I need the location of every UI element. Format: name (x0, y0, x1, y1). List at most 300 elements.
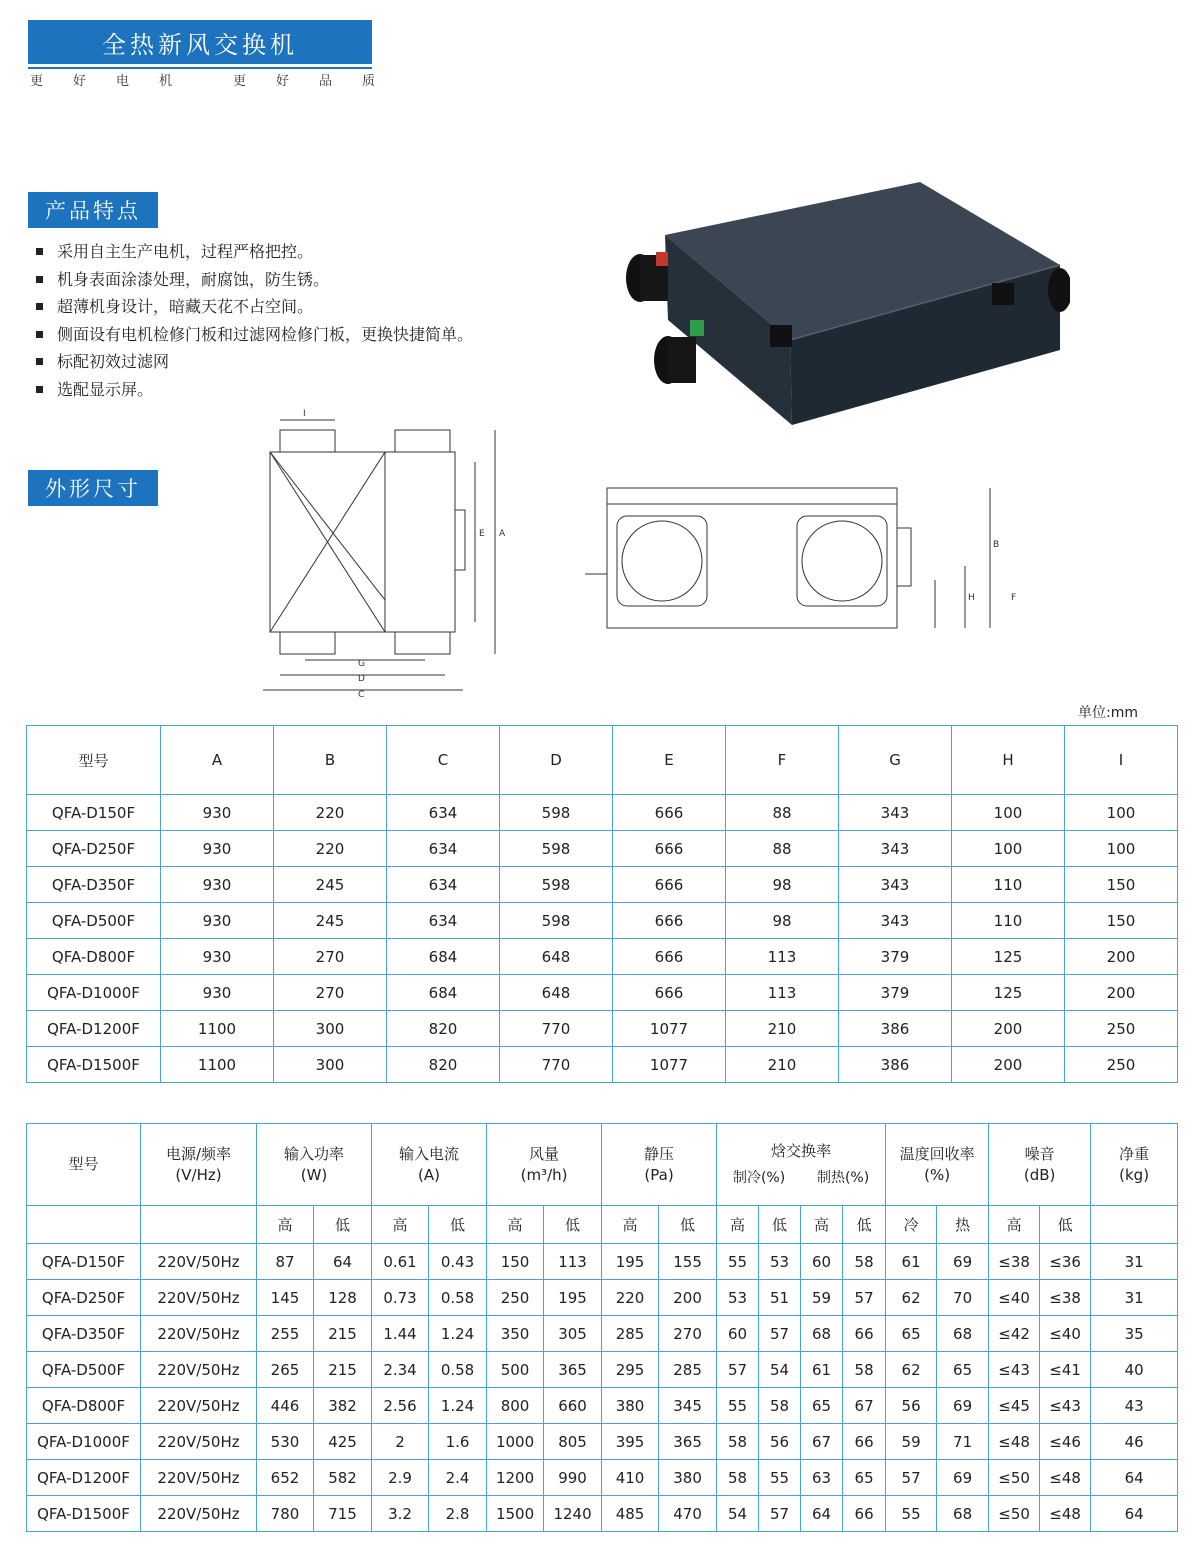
perf-subheader-cell: 低 (1040, 1206, 1091, 1244)
dimension-cell: 210 (726, 1047, 839, 1083)
table-row (27, 867, 1178, 903)
dimension-cell: 1077 (613, 1047, 726, 1083)
spec-cell: 68 (937, 1316, 989, 1352)
features-heading: 产品特点 (28, 192, 158, 228)
dimension-cell: 98 (726, 867, 839, 903)
perf-header-temp-recovery: 温度回收率 (%) (886, 1124, 989, 1206)
perf-header-weight: 净重 (kg) (1091, 1124, 1178, 1206)
perf-header-power-supply: 电源/频率 (V/Hz) (141, 1124, 257, 1206)
model-cell: QFA-D150F (27, 795, 161, 831)
spec-cell: 55 (717, 1244, 759, 1280)
dims-header-cell: C (387, 726, 500, 795)
spec-cell: ≤43 (989, 1352, 1040, 1388)
dimension-cell: 379 (839, 939, 952, 975)
dim-label-a: A (499, 529, 505, 539)
feature-item (36, 266, 473, 294)
table-row (27, 975, 1178, 1011)
spec-cell: 51 (759, 1280, 801, 1316)
spec-cell: 67 (843, 1388, 886, 1424)
dimension-cell: 820 (387, 1011, 500, 1047)
dimension-cell: 666 (613, 831, 726, 867)
dimension-cell: 598 (500, 795, 613, 831)
spec-cell: 57 (759, 1316, 801, 1352)
spec-cell: 40 (1091, 1352, 1178, 1388)
spec-cell: 54 (759, 1352, 801, 1388)
spec-cell: 365 (659, 1424, 717, 1460)
dimension-cell: 113 (726, 939, 839, 975)
spec-cell: 425 (314, 1424, 372, 1460)
dims-header-cell: F (726, 726, 839, 795)
spec-cell: 0.73 (372, 1280, 429, 1316)
perf-header-enthalpy (717, 1124, 886, 1206)
dimension-cell: 770 (500, 1011, 613, 1047)
dimension-cell: 98 (726, 903, 839, 939)
spec-cell: 250 (487, 1280, 544, 1316)
dimension-cell: 100 (1065, 831, 1178, 867)
perf-subheader-cell: 低 (544, 1206, 602, 1244)
spec-cell: 87 (257, 1244, 314, 1280)
spec-cell: 55 (759, 1460, 801, 1496)
model-cell: QFA-D1500F (27, 1047, 161, 1083)
spec-cell: 0.43 (429, 1244, 487, 1280)
dimension-cell: 113 (726, 975, 839, 1011)
spec-cell: 65 (843, 1460, 886, 1496)
perf-subheader-cell: 低 (429, 1206, 487, 1244)
spec-cell: 2 (372, 1424, 429, 1460)
spec-cell: 0.58 (429, 1352, 487, 1388)
model-cell: QFA-D800F (27, 1388, 141, 1424)
dimension-cell: 930 (161, 939, 274, 975)
enthalpy-heat-label: 制热(%) (816, 1169, 870, 1186)
spec-cell: 56 (886, 1388, 937, 1424)
spec-cell: 2.56 (372, 1388, 429, 1424)
dims-header-cell: B (274, 726, 387, 795)
spec-cell: 43 (1091, 1388, 1178, 1424)
dimension-cell: 343 (839, 831, 952, 867)
spec-cell: 57 (886, 1460, 937, 1496)
spec-cell: 220 (602, 1280, 659, 1316)
dimension-cell: 930 (161, 795, 274, 831)
dim-label-d: D (358, 674, 365, 684)
dimension-cell: 270 (274, 939, 387, 975)
spec-cell: 63 (801, 1460, 843, 1496)
spec-cell: 65 (886, 1316, 937, 1352)
spec-cell: 2.9 (372, 1460, 429, 1496)
table-row (27, 1244, 1178, 1280)
dimension-cell: 110 (952, 867, 1065, 903)
table-row (27, 903, 1178, 939)
spec-cell: 305 (544, 1316, 602, 1352)
perf-header-noise: 噪音 (dB) (989, 1124, 1091, 1206)
slogan-right: 更好品质 (233, 74, 406, 89)
feature-text: 超薄机身设计，暗藏天花不占空间。 (57, 297, 314, 316)
dimension-cell: 598 (500, 831, 613, 867)
dims-header-cell: A (161, 726, 274, 795)
top-view-drawing (255, 400, 505, 705)
bullet-icon (36, 358, 43, 365)
table-row (27, 1424, 1178, 1460)
perf-subheader-cell: 冷 (886, 1206, 937, 1244)
model-cell: QFA-D350F (27, 867, 161, 903)
spec-cell: ≤45 (989, 1388, 1040, 1424)
dimension-cell: 386 (839, 1047, 952, 1083)
dimension-cell: 930 (161, 903, 274, 939)
dimension-cell: 210 (726, 1011, 839, 1047)
spec-cell: 270 (659, 1316, 717, 1352)
model-cell: QFA-D250F (27, 1280, 141, 1316)
spec-cell: 57 (843, 1280, 886, 1316)
spec-cell: 35 (1091, 1316, 1178, 1352)
features-list (36, 238, 473, 403)
spec-cell: 62 (886, 1352, 937, 1388)
spec-cell: 69 (937, 1244, 989, 1280)
perf-header-model: 型号 (27, 1124, 141, 1206)
spec-cell: 195 (544, 1280, 602, 1316)
perf-subheader-cell: 高 (717, 1206, 759, 1244)
dimension-cell: 200 (1065, 939, 1178, 975)
dimension-cell: 666 (613, 975, 726, 1011)
side-view-drawing (585, 482, 1030, 632)
spec-cell: 285 (659, 1352, 717, 1388)
model-cell: QFA-D800F (27, 939, 161, 975)
bullet-icon (36, 303, 43, 310)
spec-cell: 345 (659, 1388, 717, 1424)
dimension-cell: 379 (839, 975, 952, 1011)
dims-header-cell: G (839, 726, 952, 795)
spec-cell: 350 (487, 1316, 544, 1352)
spec-cell: 66 (843, 1496, 886, 1532)
dimension-cell: 110 (952, 903, 1065, 939)
dim-label-f: F (1011, 593, 1017, 603)
perf-subheader-cell: 低 (759, 1206, 801, 1244)
spec-cell: 1500 (487, 1496, 544, 1532)
dimension-cell: 684 (387, 975, 500, 1011)
spec-cell: 56 (759, 1424, 801, 1460)
spec-cell: 53 (759, 1244, 801, 1280)
table-row (27, 1388, 1178, 1424)
dimension-cell: 634 (387, 867, 500, 903)
spec-cell: ≤48 (1040, 1496, 1091, 1532)
slogan-left: 更好电机 (30, 74, 203, 89)
spec-cell: 58 (717, 1460, 759, 1496)
spec-cell: 69 (937, 1388, 989, 1424)
dimension-cell: 634 (387, 831, 500, 867)
dimension-cell: 245 (274, 867, 387, 903)
dim-label-b: B (993, 540, 1000, 550)
table-row (27, 831, 1178, 867)
spec-cell: 295 (602, 1352, 659, 1388)
spec-cell: 59 (886, 1424, 937, 1460)
table-row (27, 939, 1178, 975)
spec-cell: 652 (257, 1460, 314, 1496)
feature-item (36, 238, 473, 266)
spec-cell: 485 (602, 1496, 659, 1532)
spec-cell: 58 (843, 1244, 886, 1280)
dimension-cell: 1077 (613, 1011, 726, 1047)
dimension-cell: 930 (161, 831, 274, 867)
dimension-cell: 770 (500, 1047, 613, 1083)
spec-cell: 1.44 (372, 1316, 429, 1352)
model-cell: QFA-D1200F (27, 1460, 141, 1496)
table-row (27, 1316, 1178, 1352)
dimension-cell: 125 (952, 975, 1065, 1011)
spec-cell: 215 (314, 1352, 372, 1388)
spec-cell: ≤48 (989, 1424, 1040, 1460)
table-row (27, 1047, 1178, 1083)
spec-cell: 57 (717, 1352, 759, 1388)
spec-cell: ≤40 (989, 1280, 1040, 1316)
dimension-cell: 666 (613, 903, 726, 939)
dimension-cell: 100 (1065, 795, 1178, 831)
spec-cell: 58 (717, 1424, 759, 1460)
model-cell: QFA-D500F (27, 1352, 141, 1388)
spec-cell: 67 (801, 1424, 843, 1460)
spec-cell: 195 (602, 1244, 659, 1280)
product-photo (620, 180, 1070, 430)
spec-cell: ≤42 (989, 1316, 1040, 1352)
dimension-cell: 634 (387, 903, 500, 939)
spec-cell: 61 (886, 1244, 937, 1280)
spec-cell: ≤38 (1040, 1280, 1091, 1316)
warning-label-red (656, 252, 668, 266)
model-cell: QFA-D1000F (27, 975, 161, 1011)
title-underline (28, 67, 372, 69)
spec-cell: 2.34 (372, 1352, 429, 1388)
dimension-cell: 220 (274, 831, 387, 867)
dimension-cell: 684 (387, 939, 500, 975)
spec-cell: 200 (659, 1280, 717, 1316)
spec-cell: 990 (544, 1460, 602, 1496)
dimension-cell: 1100 (161, 1047, 274, 1083)
dim-label-i: I (303, 409, 306, 419)
spec-cell: 1.6 (429, 1424, 487, 1460)
model-cell: QFA-D1200F (27, 1011, 161, 1047)
dimension-cell: 666 (613, 795, 726, 831)
spec-cell: 68 (801, 1316, 843, 1352)
spec-cell: 220V/50Hz (141, 1352, 257, 1388)
dimension-cell: 634 (387, 795, 500, 831)
perf-subheader-cell: 高 (602, 1206, 659, 1244)
dimension-cell: 598 (500, 867, 613, 903)
bullet-icon (36, 331, 43, 338)
spec-cell: 220V/50Hz (141, 1424, 257, 1460)
bullet-icon (36, 248, 43, 255)
dimension-cell: 270 (274, 975, 387, 1011)
spec-cell: 1.24 (429, 1388, 487, 1424)
spec-cell: ≤48 (1040, 1460, 1091, 1496)
spec-cell: 2.8 (429, 1496, 487, 1532)
spec-cell: 285 (602, 1316, 659, 1352)
table-row (27, 1280, 1178, 1316)
spec-cell: 805 (544, 1424, 602, 1460)
dimension-cell: 930 (161, 975, 274, 1011)
spec-cell: 65 (937, 1352, 989, 1388)
spec-cell: 220V/50Hz (141, 1316, 257, 1352)
spec-cell: 58 (843, 1352, 886, 1388)
dimension-cell: 648 (500, 975, 613, 1011)
spec-cell: ≤50 (989, 1496, 1040, 1532)
dimension-cell: 250 (1065, 1011, 1178, 1047)
dimension-cell: 125 (952, 939, 1065, 975)
spec-cell: 220V/50Hz (141, 1460, 257, 1496)
dimension-cell: 250 (1065, 1047, 1178, 1083)
dim-label-e: E (479, 529, 485, 539)
feature-item (36, 348, 473, 376)
dim-label-c: C (358, 690, 365, 700)
spec-cell: 53 (717, 1280, 759, 1316)
perf-header-static-pressure: 静压 (Pa) (602, 1124, 717, 1206)
spec-cell: 382 (314, 1388, 372, 1424)
dim-label-g: G (358, 659, 365, 669)
spec-cell: 70 (937, 1280, 989, 1316)
dimension-cell: 648 (500, 939, 613, 975)
model-cell: QFA-D150F (27, 1244, 141, 1280)
feature-item (36, 321, 473, 349)
spec-cell: 220V/50Hz (141, 1244, 257, 1280)
spec-cell: 800 (487, 1388, 544, 1424)
spec-cell: 145 (257, 1280, 314, 1316)
spec-cell: ≤36 (1040, 1244, 1091, 1280)
spec-cell: ≤41 (1040, 1352, 1091, 1388)
dims-header-cell: D (500, 726, 613, 795)
perf-subheader-cell (141, 1206, 257, 1244)
feature-text: 选配显示屏。 (57, 379, 154, 399)
dimension-cell: 245 (274, 903, 387, 939)
spec-cell: 58 (759, 1388, 801, 1424)
dimension-cell: 150 (1065, 903, 1178, 939)
spec-cell: 365 (544, 1352, 602, 1388)
dimension-cell: 300 (274, 1011, 387, 1047)
dimension-cell: 100 (952, 831, 1065, 867)
feature-text: 采用自主生产电机，过程严格把控。 (57, 242, 314, 261)
perf-subheader-cell: 高 (487, 1206, 544, 1244)
perf-subheader-cell: 高 (372, 1206, 429, 1244)
spec-cell: 64 (1091, 1460, 1178, 1496)
spec-cell: 660 (544, 1388, 602, 1424)
spec-cell: 530 (257, 1424, 314, 1460)
spec-cell: 582 (314, 1460, 372, 1496)
enthalpy-cool-label: 制冷(%) (732, 1169, 786, 1186)
spec-cell: 1200 (487, 1460, 544, 1496)
dimension-cell: 343 (839, 795, 952, 831)
perf-subheader-cell: 高 (801, 1206, 843, 1244)
model-cell: QFA-D500F (27, 903, 161, 939)
perf-subheader-cell: 热 (937, 1206, 989, 1244)
perf-subheader-cell (27, 1206, 141, 1244)
spec-cell: 46 (1091, 1424, 1178, 1460)
spec-cell: 61 (801, 1352, 843, 1388)
perf-subheader-cell: 低 (843, 1206, 886, 1244)
table-row (27, 1011, 1178, 1047)
spec-cell: 500 (487, 1352, 544, 1388)
spec-cell: ≤40 (1040, 1316, 1091, 1352)
spec-cell: 0.58 (429, 1280, 487, 1316)
dimensions-table (26, 725, 1178, 1083)
spec-cell: 66 (843, 1424, 886, 1460)
spec-cell: ≤43 (1040, 1388, 1091, 1424)
dimension-cell: 150 (1065, 867, 1178, 903)
model-cell: QFA-D350F (27, 1316, 141, 1352)
spec-cell: 150 (487, 1244, 544, 1280)
spec-cell: 470 (659, 1496, 717, 1532)
perf-subheader-cell (1091, 1206, 1178, 1244)
perf-subheader-cell: 低 (659, 1206, 717, 1244)
perf-subheader-cell: 高 (257, 1206, 314, 1244)
table-row (27, 1460, 1178, 1496)
dimension-cell: 386 (839, 1011, 952, 1047)
spec-cell: 62 (886, 1280, 937, 1316)
spec-cell: 64 (801, 1496, 843, 1532)
spec-cell: 69 (937, 1460, 989, 1496)
dimension-cell: 343 (839, 867, 952, 903)
dims-header-cell: E (613, 726, 726, 795)
spec-cell: 59 (801, 1280, 843, 1316)
dimension-cell: 820 (387, 1047, 500, 1083)
feature-item (36, 376, 473, 404)
spec-cell: 715 (314, 1496, 372, 1532)
dimension-cell: 88 (726, 795, 839, 831)
model-cell: QFA-D250F (27, 831, 161, 867)
page-title: 全热新风交换机 (28, 20, 372, 64)
table-row (27, 1496, 1178, 1532)
bullet-icon (36, 386, 43, 393)
dimension-cell: 666 (613, 867, 726, 903)
model-cell: QFA-D1000F (27, 1424, 141, 1460)
spec-cell: 113 (544, 1244, 602, 1280)
spec-cell: 68 (937, 1496, 989, 1532)
dimension-cell: 88 (726, 831, 839, 867)
spec-cell: 54 (717, 1496, 759, 1532)
spec-cell: 220V/50Hz (141, 1280, 257, 1316)
spec-cell: 0.61 (372, 1244, 429, 1280)
unit-label: 单位:mm (1078, 705, 1138, 721)
dimension-cell: 200 (952, 1047, 1065, 1083)
feature-text: 侧面设有电机检修门板和过滤网检修门板，更换快捷简单。 (57, 324, 474, 344)
dimension-cell: 930 (161, 867, 274, 903)
spec-cell: 380 (659, 1460, 717, 1496)
feature-item (36, 293, 473, 321)
dims-header-cell: 型号 (27, 726, 161, 795)
dimension-cell: 200 (952, 1011, 1065, 1047)
dimension-cell: 200 (1065, 975, 1178, 1011)
spec-cell: 66 (843, 1316, 886, 1352)
feature-text: 标配初效过滤网 (57, 352, 170, 371)
table-row (27, 795, 1178, 831)
spec-cell: 265 (257, 1352, 314, 1388)
spec-cell: 2.4 (429, 1460, 487, 1496)
spec-cell: 410 (602, 1460, 659, 1496)
perf-header-input-power: 输入功率 (W) (257, 1124, 372, 1206)
dimension-cell: 220 (274, 795, 387, 831)
dimension-cell: 343 (839, 903, 952, 939)
spec-cell: 446 (257, 1388, 314, 1424)
dim-label-h: H (968, 593, 975, 603)
perf-subheader-cell: 低 (314, 1206, 372, 1244)
dimensions-heading: 外形尺寸 (28, 470, 158, 506)
spec-cell: 57 (759, 1496, 801, 1532)
spec-cell: 220V/50Hz (141, 1496, 257, 1532)
spec-cell: 3.2 (372, 1496, 429, 1532)
spec-cell: 380 (602, 1388, 659, 1424)
spec-cell: 395 (602, 1424, 659, 1460)
spec-cell: ≤46 (1040, 1424, 1091, 1460)
spec-cell: 780 (257, 1496, 314, 1532)
spec-cell: 1.24 (429, 1316, 487, 1352)
spec-cell: 55 (886, 1496, 937, 1532)
spec-cell: 1240 (544, 1496, 602, 1532)
dims-header-cell: H (952, 726, 1065, 795)
spec-cell: ≤50 (989, 1460, 1040, 1496)
